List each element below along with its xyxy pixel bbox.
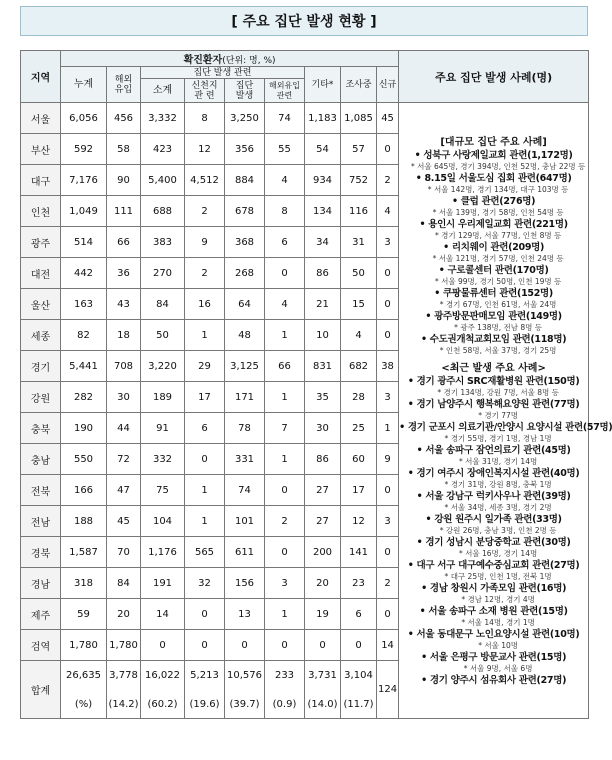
case-detail: * 서울 16명, 경기 14명	[458, 549, 538, 558]
value-cell: 20	[107, 599, 141, 630]
value-cell: 1,587	[61, 537, 107, 568]
value-cell: 1	[185, 475, 225, 506]
value-cell: 0	[377, 289, 399, 320]
value-cell: 0	[305, 630, 341, 661]
value-cell: 27	[305, 475, 341, 506]
case-detail: * 강원 26명, 충남 3명, 인천 2명 등	[439, 526, 557, 535]
table-row	[21, 103, 589, 134]
region-cell: 울산	[21, 289, 61, 320]
value-cell: 7	[265, 413, 305, 444]
value-cell: 592	[61, 134, 107, 165]
value-cell: 0	[377, 475, 399, 506]
header-other: 기타*	[305, 67, 341, 103]
value-cell: 423	[141, 134, 185, 165]
percent-value: (14.2)	[108, 698, 139, 710]
value-cell: 84	[107, 568, 141, 599]
value-cell: 58	[107, 134, 141, 165]
value-cell: 23	[341, 568, 377, 599]
case-detail: * 서울 9명, 서울 6명	[463, 664, 533, 673]
value-cell: 383	[141, 227, 185, 258]
value-cell: 28	[341, 382, 377, 413]
value-cell: 2	[265, 506, 305, 537]
value-cell: 12	[185, 134, 225, 165]
header-new: 신규	[377, 67, 399, 103]
case-detail: * 경기 55명, 경기 1명, 경남 1명	[444, 434, 552, 443]
value-cell: 116	[341, 196, 377, 227]
value-cell: 27	[305, 506, 341, 537]
value-cell: 0	[265, 630, 305, 661]
region-cell: 전북	[21, 475, 61, 506]
region-cell: 강원	[21, 382, 61, 413]
value-cell: 31	[341, 227, 377, 258]
percent-value: (60.2)	[147, 698, 178, 710]
value-cell: 8	[265, 196, 305, 227]
value-cell: 688	[141, 196, 185, 227]
case-item: • 구로콜센터 관련(170명)	[438, 265, 549, 276]
value-cell: 1,780	[107, 630, 141, 661]
value-cell: 1	[185, 320, 225, 351]
value-cell: 10	[305, 320, 341, 351]
value-cell: 47	[107, 475, 141, 506]
value-cell: 9	[377, 444, 399, 475]
region-cell: 전남	[21, 506, 61, 537]
value-cell: 189	[141, 382, 185, 413]
value-cell: 32	[185, 568, 225, 599]
value-cell: 29	[185, 351, 225, 382]
value-cell: 3,125	[225, 351, 265, 382]
case-detail: * 서울 10명	[478, 641, 519, 650]
value-cell: 21	[305, 289, 341, 320]
value-cell: 55	[265, 134, 305, 165]
percent-value: (11.7)	[343, 698, 374, 710]
case-detail: * 서울 139명, 경기 58명, 인천 54명 등	[432, 208, 564, 217]
value-cell: 0	[377, 537, 399, 568]
value-cell: 15	[341, 289, 377, 320]
value-cell: 4	[265, 289, 305, 320]
value-cell: 934	[305, 165, 341, 196]
value-cell: 331	[225, 444, 265, 475]
case-item: • 광주방문판매모임 관련(149명)	[425, 311, 562, 322]
case-item: • 경기 남양주시 행복해요양원 관련(77명)	[407, 399, 580, 410]
value-cell: 38	[377, 351, 399, 382]
value-cell: 318	[61, 568, 107, 599]
value-cell: 90	[107, 165, 141, 196]
value-cell: 442	[61, 258, 107, 289]
value-cell: 111	[107, 196, 141, 227]
major-cases-heading: [대규모 집단 주요 사례]	[440, 137, 547, 148]
value-cell: 1	[265, 320, 305, 351]
region-cell: 충북	[21, 413, 61, 444]
case-detail: * 서울 645명, 경기 394명, 인천 52명, 충남 22명 등	[410, 162, 586, 171]
value-cell: 3	[265, 568, 305, 599]
value-cell: 1	[265, 382, 305, 413]
case-detail: * 서울 14명, 경기 1명	[461, 618, 535, 627]
value-cell: 45	[377, 103, 399, 134]
value-cell: 6	[341, 599, 377, 630]
value-cell: 831	[305, 351, 341, 382]
case-item: • 서울 강남구 럭키사우나 관련(39명)	[416, 491, 571, 502]
value-cell: 0	[377, 258, 399, 289]
case-item: • 경기 군포시 의료기관/안양시 요양시설 관련(57명)	[399, 422, 612, 433]
region-cell: 인천	[21, 196, 61, 227]
value-cell: 0	[377, 599, 399, 630]
total-cell: 26,635 (%)	[61, 661, 107, 719]
value-cell: 0	[225, 630, 265, 661]
value-cell: 1	[265, 444, 305, 475]
region-cell: 제주	[21, 599, 61, 630]
case-item: • 경기 양주시 섬유회사 관련(27명)	[421, 675, 567, 686]
percent-value: (14.0)	[307, 698, 338, 710]
value-cell: 59	[61, 599, 107, 630]
case-item: • 경기 광주시 SRC재활병원 관련(150명)	[407, 376, 580, 387]
total-cell: 16,022 (60.2)	[141, 661, 185, 719]
case-item: • 경기 성남시 분당중학교 관련(30명)	[416, 537, 571, 548]
value-cell: 356	[225, 134, 265, 165]
value-cell: 30	[305, 413, 341, 444]
value-cell: 17	[341, 475, 377, 506]
value-cell: 14	[141, 599, 185, 630]
case-item: • 경기 여주시 장애인복지시설 관련(40명)	[407, 468, 580, 479]
value-cell: 60	[341, 444, 377, 475]
value-cell: 50	[141, 320, 185, 351]
value-cell: 171	[225, 382, 265, 413]
case-item: • 서울 은평구 방문교사 관련(15명)	[421, 652, 567, 663]
value-cell: 14	[377, 630, 399, 661]
value-cell: 19	[305, 599, 341, 630]
value-cell: 13	[225, 599, 265, 630]
case-item: • 서울 송파구 잠언의료기 관련(45명)	[416, 445, 571, 456]
region-cell: 서울	[21, 103, 61, 134]
value-cell: 0	[377, 320, 399, 351]
value-cell: 30	[107, 382, 141, 413]
region-cell: 부산	[21, 134, 61, 165]
percent-value: (39.7)	[229, 698, 260, 710]
value-cell: 3	[377, 382, 399, 413]
total-cell: 3,104 (11.7)	[341, 661, 377, 719]
region-cell: 대구	[21, 165, 61, 196]
value-cell: 268	[225, 258, 265, 289]
header-subtotal: 소계	[141, 79, 185, 103]
value-cell: 64	[225, 289, 265, 320]
case-detail: * 경기 67명, 인천 61명, 서울 24명	[439, 300, 557, 309]
value-cell: 17	[185, 382, 225, 413]
value-cell: 0	[377, 134, 399, 165]
value-cell: 565	[185, 537, 225, 568]
case-item: • 경남 창원시 가족모임 관련(16명)	[421, 583, 567, 594]
header-cluster-outbreak: 집단 발생	[225, 79, 265, 103]
value-cell: 270	[141, 258, 185, 289]
value-cell: 1	[377, 413, 399, 444]
value-cell: 1,049	[61, 196, 107, 227]
percent-value: (%)	[74, 698, 93, 710]
value-cell: 5,400	[141, 165, 185, 196]
value-cell: 45	[107, 506, 141, 537]
value-cell: 611	[225, 537, 265, 568]
value-cell: 678	[225, 196, 265, 227]
case-detail: * 경기 77명	[478, 411, 519, 420]
value-cell: 72	[107, 444, 141, 475]
value-cell: 16	[185, 289, 225, 320]
total-cell: 124	[377, 661, 399, 719]
value-cell: 57	[341, 134, 377, 165]
value-cell: 1,085	[341, 103, 377, 134]
value-cell: 84	[141, 289, 185, 320]
value-cell: 1	[265, 599, 305, 630]
value-cell: 0	[141, 630, 185, 661]
value-cell: 1,780	[61, 630, 107, 661]
case-item: • 서울 송파구 소재 병원 관련(15명)	[419, 606, 568, 617]
value-cell: 156	[225, 568, 265, 599]
value-cell: 141	[341, 537, 377, 568]
header-region: 지역	[21, 51, 61, 103]
page-title: [ 주요 집단 발생 현황 ]	[20, 6, 588, 36]
recent-cases-heading: <최근 발생 주요 사례>	[441, 363, 546, 374]
value-cell: 1	[185, 506, 225, 537]
value-cell: 44	[107, 413, 141, 444]
region-cell: 경기	[21, 351, 61, 382]
value-cell: 6	[265, 227, 305, 258]
case-detail: * 서울 34명, 세종 3명, 경기 2명	[444, 503, 552, 512]
value-cell: 282	[61, 382, 107, 413]
total-cell: 5,213 (19.6)	[185, 661, 225, 719]
value-cell: 8	[185, 103, 225, 134]
case-detail: * 서울 31명, 경기 14명	[458, 457, 538, 466]
value-cell: 50	[341, 258, 377, 289]
value-cell: 0	[265, 537, 305, 568]
value-cell: 550	[61, 444, 107, 475]
value-cell: 514	[61, 227, 107, 258]
value-cell: 66	[265, 351, 305, 382]
value-cell: 4	[377, 196, 399, 227]
region-cell: 광주	[21, 227, 61, 258]
header-overseas-related: 해외유입 관련	[265, 79, 305, 103]
value-cell: 2	[377, 568, 399, 599]
value-cell: 5,441	[61, 351, 107, 382]
value-cell: 54	[305, 134, 341, 165]
value-cell: 74	[225, 475, 265, 506]
case-detail: * 경기 129명, 서울 77명, 인천 8명 등	[434, 231, 562, 240]
value-cell: 25	[341, 413, 377, 444]
case-item: • 성북구 사랑제일교회 관련(1,172명)	[414, 150, 573, 161]
value-cell: 35	[305, 382, 341, 413]
value-cell: 82	[61, 320, 107, 351]
value-cell: 0	[185, 599, 225, 630]
value-cell: 18	[107, 320, 141, 351]
case-item: • 강원 원주시 일가족 관련(33명)	[425, 514, 562, 525]
value-cell: 134	[305, 196, 341, 227]
case-item: • 리치웨이 관련(209명)	[443, 242, 545, 253]
value-cell: 0	[185, 444, 225, 475]
value-cell: 101	[225, 506, 265, 537]
case-item: • 서울 동대문구 노인요양시설 관련(10명)	[407, 629, 580, 640]
case-detail: * 서울 99명, 경기 50명, 인천 19명 등	[434, 277, 562, 286]
value-cell: 2	[185, 258, 225, 289]
header-investigating: 조사중	[341, 67, 377, 103]
value-cell: 2	[185, 196, 225, 227]
value-cell: 48	[225, 320, 265, 351]
case-item: • 용인시 우리제일교회 관련(221명)	[419, 219, 568, 230]
value-cell: 4	[341, 320, 377, 351]
region-cell: 경북	[21, 537, 61, 568]
value-cell: 66	[107, 227, 141, 258]
case-detail: * 경기 31명, 강원 8명, 충북 1명	[444, 480, 552, 489]
value-cell: 9	[185, 227, 225, 258]
region-cell: 대전	[21, 258, 61, 289]
case-detail: * 광주 138명, 전남 8명 등	[454, 323, 543, 332]
value-cell: 3,220	[141, 351, 185, 382]
value-cell: 0	[265, 258, 305, 289]
value-cell: 86	[305, 258, 341, 289]
value-cell: 91	[141, 413, 185, 444]
value-cell: 456	[107, 103, 141, 134]
header-total: 누계	[61, 67, 107, 103]
percent-value: (19.6)	[189, 698, 220, 710]
header-shincheonji: 신천지 관 련	[185, 79, 225, 103]
value-cell: 188	[61, 506, 107, 537]
region-cell: 경남	[21, 568, 61, 599]
value-cell: 7,176	[61, 165, 107, 196]
total-cell: 3,778 (14.2)	[107, 661, 141, 719]
region-cell: 세종	[21, 320, 61, 351]
value-cell: 86	[305, 444, 341, 475]
value-cell: 4	[265, 165, 305, 196]
value-cell: 0	[265, 475, 305, 506]
region-cell: 검역	[21, 630, 61, 661]
value-cell: 12	[341, 506, 377, 537]
header-overseas: 해외 유입	[107, 67, 141, 103]
value-cell: 368	[225, 227, 265, 258]
value-cell: 43	[107, 289, 141, 320]
value-cell: 708	[107, 351, 141, 382]
value-cell: 682	[341, 351, 377, 382]
value-cell: 6	[185, 413, 225, 444]
case-item: • 수도권개척교회모임 관련(118명)	[420, 334, 567, 345]
value-cell: 190	[61, 413, 107, 444]
case-detail: * 서울 121명, 경기 57명, 인천 24명 등	[432, 254, 564, 263]
value-cell: 191	[141, 568, 185, 599]
case-detail: * 인천 58명, 서울 37명, 경기 25명	[439, 346, 557, 355]
value-cell: 3	[377, 506, 399, 537]
case-detail: * 대구 25명, 인천 1명, 전북 1명	[444, 572, 552, 581]
header-cluster: 집단 발생 관련	[141, 67, 305, 79]
value-cell: 20	[305, 568, 341, 599]
total-cell: 10,576 (39.7)	[225, 661, 265, 719]
value-cell: 36	[107, 258, 141, 289]
header-confirmed: 확진환자(단위: 명, %)	[61, 51, 399, 67]
value-cell: 200	[305, 537, 341, 568]
percent-value: (0.9)	[272, 698, 297, 710]
total-cell: 233 (0.9)	[265, 661, 305, 719]
value-cell: 3	[377, 227, 399, 258]
value-cell: 104	[141, 506, 185, 537]
cases-panel	[399, 103, 612, 719]
total-cell: 3,731 (14.0)	[305, 661, 341, 719]
value-cell: 1,183	[305, 103, 341, 134]
total-label: 합계	[21, 661, 61, 719]
value-cell: 884	[225, 165, 265, 196]
case-item: • 8.15일 서울도심 집회 관련(647명)	[415, 173, 572, 184]
region-cell: 충남	[21, 444, 61, 475]
cluster-status-table	[20, 50, 612, 719]
value-cell: 752	[341, 165, 377, 196]
case-item: • 쿠팡물류센터 관련(152명)	[434, 288, 553, 299]
value-cell: 6,056	[61, 103, 107, 134]
case-detail: * 경기 134명, 강원 7명, 서울 8명 등	[437, 388, 559, 397]
value-cell: 3,332	[141, 103, 185, 134]
value-cell: 74	[265, 103, 305, 134]
value-cell: 4,512	[185, 165, 225, 196]
value-cell: 332	[141, 444, 185, 475]
header-cases: 주요 집단 발생 사례(명)	[399, 51, 589, 103]
value-cell: 2	[377, 165, 399, 196]
value-cell: 0	[185, 630, 225, 661]
case-detail: * 경남 12명, 경기 4명	[461, 595, 535, 604]
case-detail: * 서울 142명, 경기 134명, 대구 103명 등	[427, 185, 569, 194]
value-cell: 1,176	[141, 537, 185, 568]
value-cell: 166	[61, 475, 107, 506]
case-item: • 클럽 관련(276명)	[452, 196, 536, 207]
value-cell: 0	[341, 630, 377, 661]
value-cell: 3,250	[225, 103, 265, 134]
value-cell: 78	[225, 413, 265, 444]
value-cell: 70	[107, 537, 141, 568]
value-cell: 163	[61, 289, 107, 320]
value-cell: 75	[141, 475, 185, 506]
case-item: • 대구 서구 대구예수중심교회 관련(27명)	[407, 560, 580, 571]
value-cell: 34	[305, 227, 341, 258]
